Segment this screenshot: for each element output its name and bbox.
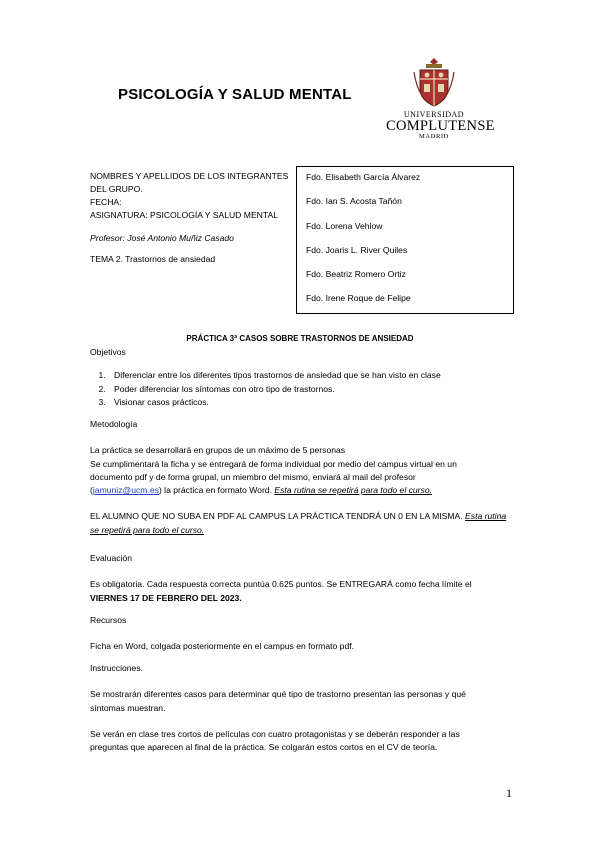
instrucciones-p2-line2: preguntas que aparecen al final de la práctica. Se colgarán estos cortos en el CV de teoría. (90, 742, 438, 753)
warning-bold: EL ALUMNO QUE NO SUBA EN PDF AL CAMPUS LA PRÁCTICA TENDRÁ UN 0 EN LA MISMA. (90, 511, 463, 522)
evaluacion-section (90, 552, 510, 605)
instrucciones-section (90, 662, 510, 754)
evaluacion-heading: Evaluación (90, 553, 133, 563)
signature-line: Fdo. Elisabeth García Álvarez (306, 172, 421, 182)
metodologia-line3: documento pdf y de forma grupal, un miembro del mismo, enviará al mail del profesor (90, 471, 416, 482)
signature-box (296, 166, 514, 314)
warning-italic-2: se repetirá para todo el curso. (90, 524, 205, 535)
info-block (90, 170, 290, 266)
asignatura-label: ASIGNATURA: PSICOLOGÍA Y SALUD MENTAL (90, 210, 278, 220)
warning-line1 (90, 510, 510, 523)
recursos-heading: Recursos (90, 615, 127, 625)
list-item: 1. Diferenciar entre los diferentes tipos trastornos de ansiedad que se han visto en clase (108, 369, 510, 382)
metodologia-line1: La práctica se desarrollará en grupos de un máximo de 5 personas (90, 445, 346, 456)
fecha-label: FECHA: (90, 197, 122, 207)
objetivos-list (90, 369, 510, 409)
metodologia-line2: Se cumplimentará la ficha y se entregará de forma individual por medio del campus virtual en un (90, 458, 457, 469)
signature-line: Fdo. Irene Roque de Felipe (306, 293, 411, 304)
metodologia-line4-text: la práctica en formato Word. (161, 485, 272, 496)
routine-note: Esta rutina se repetirá para todo el curso. (274, 485, 433, 496)
metodologia-section (90, 418, 510, 537)
names-label-line1: NOMBRES Y APELLIDOS DE LOS INTEGRANTES (90, 171, 289, 181)
instrucciones-p1-line2: síntomas muestran. (90, 702, 166, 713)
list-item: 2. Poder diferenciar los síntomas con otro tipo de trastornos. (108, 383, 510, 396)
page-number: 1 (506, 786, 512, 800)
objetivos-section (90, 346, 510, 409)
recursos-section (90, 614, 510, 654)
university-logo (386, 56, 495, 140)
logo-line-complutense: COMPLUTENSE (386, 118, 495, 134)
signature-line: Fdo. Ian S. Acosta Tañón (306, 196, 402, 207)
evaluacion-line2: VIERNES 17 DE FEBRERO DEL 2023. (90, 592, 242, 603)
evaluacion-line1: Es obligatoria. Cada respuesta correcta puntúa 0.625 puntos. Se ENTREGARÁ como fecha límite el (90, 579, 472, 590)
signature-line: Fdo. Joaris L. River Quiles (306, 244, 408, 255)
signature-line: Fdo. Lorena Vehlow (306, 220, 383, 231)
list-item: 3. Visionar casos prácticos. (108, 396, 510, 409)
signature-line: Fdo. Beatriz Romero Ortiz (306, 269, 406, 280)
crest-icon (412, 56, 456, 108)
logo-line-universidad: UNIVERSIDAD (403, 110, 465, 119)
instrucciones-heading: Instrucciones. (90, 663, 144, 673)
profesor-label: Profesor: José Antonio Muñiz Casado (90, 233, 234, 243)
recursos-text: Ficha en Word, colgada posteriormente en el campus en formato pdf. (90, 641, 355, 652)
objetivos-heading: Objetivos (90, 347, 126, 357)
instrucciones-p1-line1: Se mostrarán diferentes casos para determinar qué tipo de trastorno presentan las personas y qué (90, 689, 466, 700)
instrucciones-p2-line1: Se verán en clase tres cortos de películas con cuatro protagonistas y se deberán responder a las (90, 728, 460, 739)
logo-line-madrid: MADRID (419, 133, 449, 140)
tema-label: TEMA 2. Trastornos de ansiedad (90, 254, 216, 264)
names-label-line2: DEL GRUPO. (90, 184, 143, 194)
document-title: PSICOLOGÍA Y SALUD MENTAL (118, 86, 352, 103)
metodologia-heading: Metodología (90, 419, 138, 429)
warning-italic-1: Esta rutina (465, 511, 507, 522)
professor-email-link[interactable]: jamuniz@ucm.es (92, 485, 159, 496)
metodologia-line4: (jamuniz@ucm.es) la práctica en formato Word. Esta rutina se repetirá para todo el curso. (90, 485, 433, 496)
practice-title: PRÁCTICA 3ª CASOS SOBRE TRASTORNOS DE ANSIEDAD (186, 334, 414, 343)
